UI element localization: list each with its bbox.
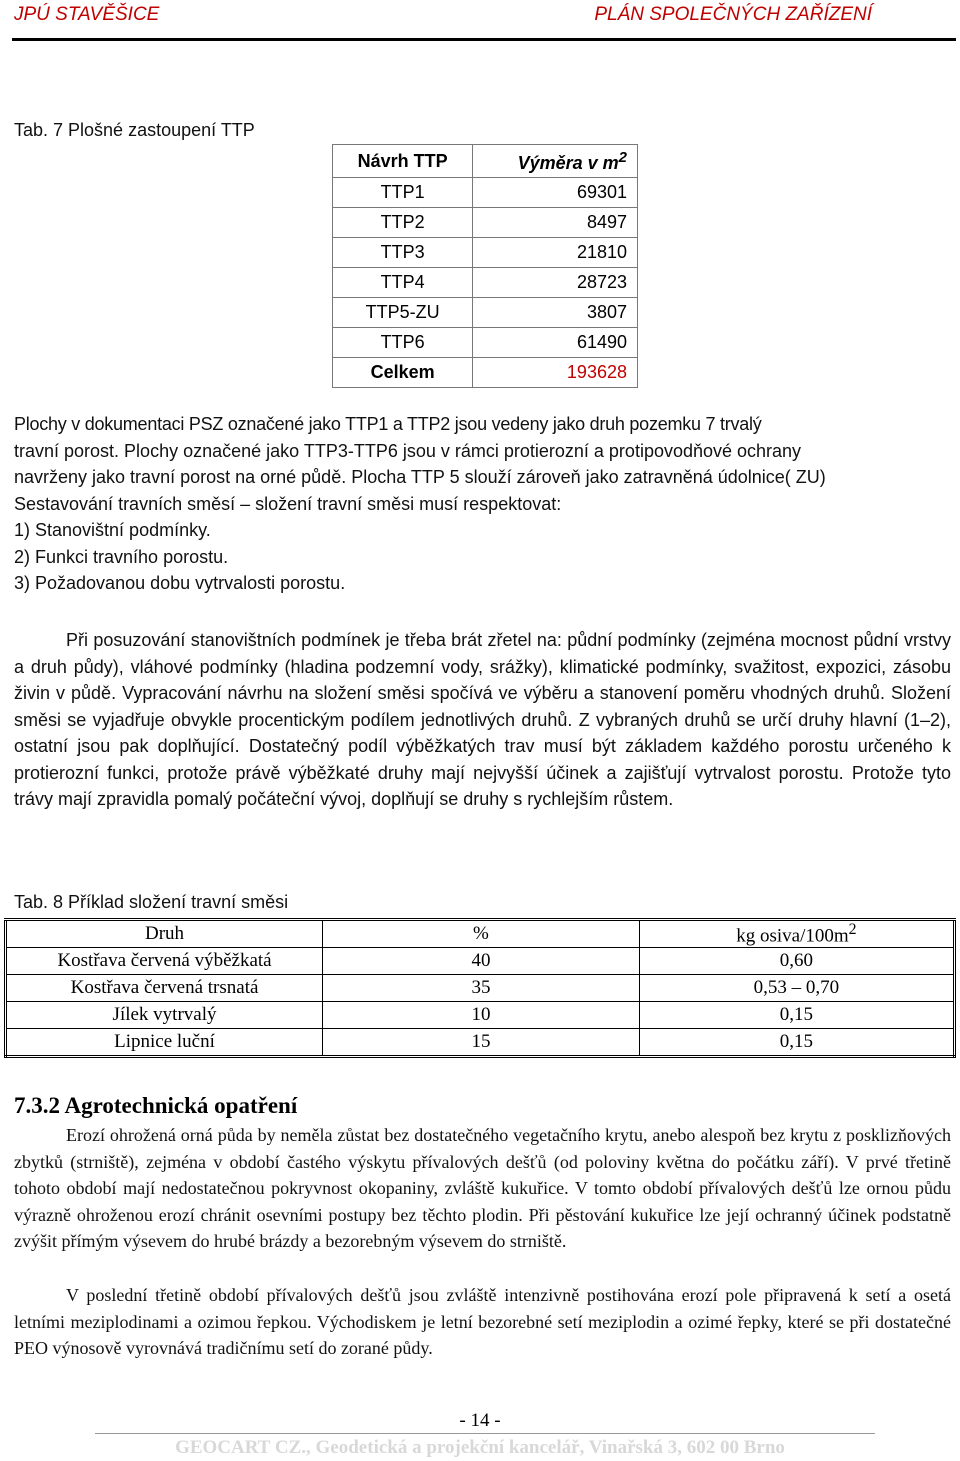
tab8-table	[4, 918, 956, 1058]
header-divider	[12, 38, 956, 41]
tab8-col-species: Druh	[6, 920, 323, 948]
tab8-species-cell: Lipnice luční	[6, 1029, 323, 1057]
tab7-name-cell: TTP1	[333, 178, 473, 208]
text-line: 1) Stanovištní podmínky.	[14, 520, 211, 540]
tab7-area-cell: 28723	[473, 268, 638, 298]
tab8-percent-cell: 35	[323, 975, 640, 1002]
tab7-area-cell: 61490	[473, 328, 638, 358]
text-line: Sestavování travních směsí – složení travní směsi musí respektovat:	[14, 493, 562, 514]
tab7-total-label: Celkem	[333, 358, 473, 388]
tab7-table	[332, 144, 638, 388]
tab8-seed-cell: 0,53 – 0,70	[639, 975, 954, 1002]
tab8-seed-cell: 0,15	[639, 1029, 954, 1057]
table-row	[333, 178, 638, 208]
table-row	[6, 975, 955, 1002]
tab7-caption: Tab. 7 Plošné zastoupení TTP	[14, 120, 255, 140]
tab8-caption: Tab. 8 Příklad složení travní směsi	[14, 892, 289, 912]
table-row	[333, 298, 638, 328]
header-right-title: PLÁN SPOLEČNÝCH ZAŘÍZENÍ	[594, 4, 872, 25]
section-heading: 7.3.2 Agrotechnická opatření	[14, 1093, 298, 1118]
tab7-total-value: 193628	[473, 358, 638, 388]
page-number: - 14 -	[459, 1410, 501, 1431]
text-line: navrženy jako travní porost na orné půdě. Plocha TTP 5 slouží zároveň jako zatravněná údolnice( ZU)	[14, 467, 826, 487]
tab8-percent-cell: 40	[323, 948, 640, 975]
header-left-title: JPÚ STAVĚŠICE	[14, 4, 160, 25]
text-line: travní porost. Plochy označené jako TTP3-TTP6 jsou v rámci protierozní a protipovodňové ochrany	[14, 440, 802, 461]
tab8-col-percent: %	[323, 920, 640, 948]
tab7-total-row	[333, 358, 638, 388]
tab8-seed-cell: 0,60	[639, 948, 954, 975]
footer-divider	[95, 1433, 875, 1434]
table-row	[6, 948, 955, 975]
paragraph-site-conditions: Při posuzování stanovištních podmínek je třeba brát zřetel na: půdní podmínky (zejména mocnost půdní vrstvy a druh půdy), vláhové podmínky (hladina podzemní vody, srážky), klimatické podmínky, svažitost, expozici, zásobu živin v půdě. Vypracování návrhu na složení směsi spočívá ve výběru a stanovení poměru vhodných druhů. Složení směsi se vyjadřuje obvykle procentickým podílem jednotlivých druhů. Z vybraných druhů se určí druhy hlavní (1–2), ostatní jsou pak doplňující. Dostatečný podíl výběžkatých trav musí být základem každého porostu určeného k protierozní funkci, protože právě výběžkaté druhy mají nejvyšší účinek a zajišťují vytrvalost porostu. Protože tyto trávy mají zpravidla pomalý počáteční vývoj, doplňují se druhy s rychlejším růstem.	[14, 630, 951, 809]
tab8-percent-cell: 15	[323, 1029, 640, 1057]
footer-text: GEOCART CZ., Geodetická a projekční kancelář, Vinařská 3, 602 00 Brno	[175, 1437, 785, 1458]
paragraph-agro-1: Erozí ohrožená orná půda by neměla zůstat bez dostatečného vegetačního krytu, anebo alespoň bez krytu z posklizňových zbytků (strniště), zejména v období častého výskytu přívalových dešťů (od poloviny května do počátku září). V prvé třetině tohoto období mají nedostatečnou pokryvnost okopaniny, zvláště kukuřice. V tomto období přívalových dešťů lze ornou půdu výrazně ohroženou erozí chránit osevními postupy bez těchto plodin. Při pěstování kukuřice lze její ochranný účinek podstatně zvýšit přímým výsevem do hrubé brázdy a bezorebným výsevem do strniště.	[14, 1125, 951, 1251]
tab7-area-cell: 8497	[473, 208, 638, 238]
table-row	[333, 208, 638, 238]
text-line: 2) Funkci travního porostu.	[14, 546, 229, 567]
tab7-header-row	[333, 145, 638, 178]
tab8-percent-cell: 10	[323, 1002, 640, 1029]
tab8-header-row	[6, 920, 955, 948]
tab7-name-cell: TTP6	[333, 328, 473, 358]
table-row	[333, 238, 638, 268]
tab7-name-cell: TTP3	[333, 238, 473, 268]
paragraph-ttp	[14, 411, 951, 597]
tab7-area-cell: 21810	[473, 238, 638, 268]
table-row	[6, 1029, 955, 1057]
tab7-area-cell: 3807	[473, 298, 638, 328]
tab8-species-cell: Kostřava červená výběžkatá	[6, 948, 323, 975]
tab8-col-seed: kg osiva/$100m^2$	[639, 920, 954, 948]
paragraph-agro-2: V poslední třetině období přívalových dešťů jsou zvláště intenzivně postihována erozí pole připravená k setí a osetá letními meziplodinami a ozimou řepkou. Východiskem je letní bezorebné setí meziplodin a ozimé řepky, které se při dostatečné PEO výnosově vyrovnává tradičnímu setí do zorané půdy.	[14, 1285, 951, 1358]
tab7-area-cell: 69301	[473, 178, 638, 208]
tab7-col2-header: Výměra v $m^2$	[473, 145, 638, 178]
tab8-species-cell: Jílek vytrvalý	[6, 1002, 323, 1029]
tab8-species-cell: Kostřava červená trsnatá	[6, 975, 323, 1002]
table-row	[333, 328, 638, 358]
tab7-name-cell: TTP4	[333, 268, 473, 298]
tab7-col1-header: Návrh TTP	[333, 145, 473, 178]
tab8-seed-cell: 0,15	[639, 1002, 954, 1029]
table-row	[333, 268, 638, 298]
text-line: Plochy v dokumentaci PSZ označené jako TTP1 a TTP2 jsou vedeny jako druh pozemku 7 trvalý	[14, 414, 762, 434]
text-line: 3) Požadovanou dobu vytrvalosti porostu.	[14, 573, 346, 593]
tab7-name-cell: TTP5-ZU	[333, 298, 473, 328]
tab7-name-cell: TTP2	[333, 208, 473, 238]
table-row	[6, 1002, 955, 1029]
